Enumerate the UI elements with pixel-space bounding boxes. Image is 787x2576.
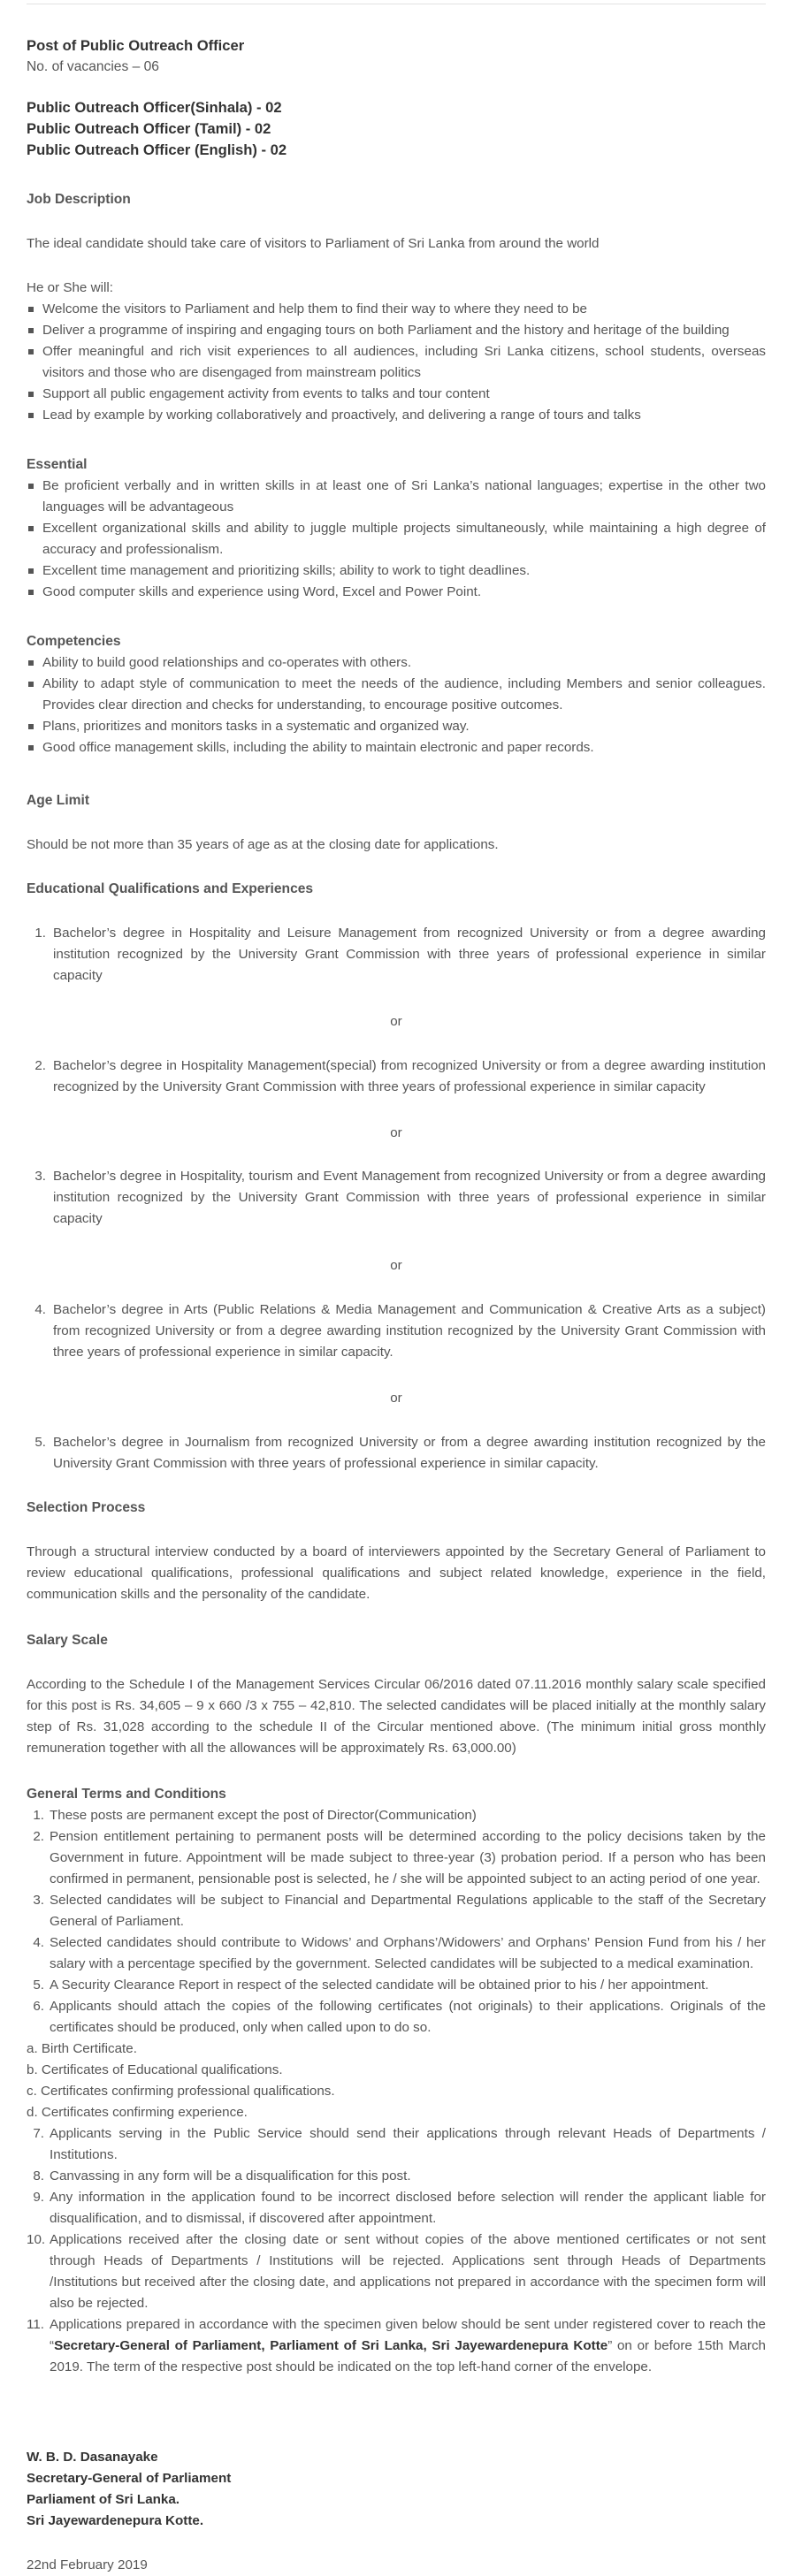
essential-heading: Essential xyxy=(27,457,88,472)
competencies-list xyxy=(27,652,766,758)
term-text-post: ” on or before 15th March 2019. The term of the respective post should be indicated on the top left-hand corner of the envelope. xyxy=(50,2338,767,2374)
list-item xyxy=(27,2314,766,2378)
vacancy-count: No. of vacancies – 06 xyxy=(27,59,159,74)
list-item: Excellent organizational skills and ability to juggle multiple projects simultaneously, while maintaining a high degree of accuracy and professionalism. xyxy=(27,518,766,560)
term-text: Selected candidates will be subject to Financial and Departmental Regulations applicable to the staff of the Secretary General of Parliament. xyxy=(50,1893,766,1929)
certificate-list xyxy=(27,2039,766,2123)
signatory-title: Secretary-General of Parliament xyxy=(27,2471,232,2486)
term-number: 7. xyxy=(33,2126,44,2141)
age-limit-text: Should be not more than 35 years of age as at the closing date for applications. xyxy=(27,837,499,852)
list-item xyxy=(27,2166,766,2187)
term-text: Applicants serving in the Public Service should send their applications through relevant Heads of Departments / Institutions. xyxy=(50,2126,766,2162)
signatory-name: W. B. D. Dasanayake xyxy=(27,2450,158,2465)
or-separator: or xyxy=(390,1258,402,1273)
term-number: 4. xyxy=(33,1935,44,1950)
term-number: 8. xyxy=(33,2168,44,2184)
positions-list xyxy=(27,97,766,161)
job-description-intro: The ideal candidate should take care of visitors to Parliament of Sri Lanka from around the world xyxy=(27,236,600,251)
qualification-number: 2. xyxy=(34,1058,46,1073)
position-tamil: Public Outreach Officer (Tamil) - 02 xyxy=(27,120,271,137)
term-number: 2. xyxy=(33,1829,44,1844)
job-description-lead: He or She will: xyxy=(27,280,113,295)
qualification-item xyxy=(27,1299,766,1363)
submission-address: Secretary-General of Parliament, Parliament of Sri Lanka, Sri Jayewardenepura Kotte xyxy=(54,2338,608,2353)
list-item xyxy=(27,1975,766,1996)
list-item xyxy=(27,1805,766,1826)
term-text: Applications received after the closing date or sent without copies of the above mentioned certificates or not sent through Heads of Departments / Institutions will be rejected. Applications sent through Heads of Departments /Institutions but received after the closing date, and applications not prepared in accordance with the specimen form will also be rejected. xyxy=(50,2232,766,2311)
selection-heading: Selection Process xyxy=(27,1500,146,1515)
list-item: Lead by example by working collaboratively and proactively, and delivering a range of tours and talks xyxy=(27,405,766,426)
salary-heading: Salary Scale xyxy=(27,1633,108,1648)
list-item xyxy=(27,1932,766,1975)
job-duties-list xyxy=(27,299,766,426)
qualification-text: Bachelor’s degree in Hospitality Management(special) from recognized University or from a degree awarding institution recognized by the University Grant Commission with three years of professional experience in similar capacity xyxy=(53,1058,766,1094)
term-text: Any information in the application found to be incorrect disclosed before selection will render the applicant liable for disqualification, and to dismissal, if discovered after appointment. xyxy=(50,2190,766,2226)
list-item xyxy=(27,2187,766,2229)
term-text: Pension entitlement pertaining to permanent posts will be determined according to the policy decisions taken by the Government in future. Appointment will be made subject to three-year (3) probation period. If a person who has been confirmed in permanent, pensionable post is selected, he / she will be appointed subject to an acting period of one year. xyxy=(50,1829,766,1886)
qualification-text: Bachelor’s degree in Journalism from recognized University or from a degree awarding institution recognized by the University Grant Commission with three years of professional experience in similar capacity. xyxy=(53,1435,766,1471)
term-text-pre: Applications prepared in accordance with the specimen given below should be sent under registered cover to reach the “ xyxy=(50,2317,766,2353)
job-description-heading: Job Description xyxy=(27,192,131,207)
position-sinhala: Public Outreach Officer(Sinhala) - 02 xyxy=(27,99,282,116)
list-item xyxy=(27,2229,766,2314)
list-item: Be proficient verbally and in written skills in at least one of Sri Lanka’s national languages; expertise in the other two languages will be advantageous xyxy=(27,476,766,518)
or-separator: or xyxy=(390,1014,402,1029)
qualification-item xyxy=(27,1166,766,1230)
or-separator: or xyxy=(390,1391,402,1406)
age-limit-heading: Age Limit xyxy=(27,793,90,808)
list-item: Deliver a programme of inspiring and engaging tours on both Parliament and the history and heritage of the building xyxy=(27,320,766,341)
list-item: Ability to adapt style of communication to meet the needs of the audience, including Members and senior colleagues. Provides clear direction and checks for understanding, to encourage positive outcomes. xyxy=(27,674,766,716)
list-item: Good office management skills, including the ability to maintain electronic and paper records. xyxy=(27,737,766,758)
list-item: c. Certificates confirming professional qualifications. xyxy=(27,2084,335,2099)
term-text: Selected candidates should contribute to Widows’ and Orphans’/Widowers’ and Orphans’ Pension Fund from his / her salary with a percentage specified by the government. Selected candidates will be subjected to a medical examination. xyxy=(50,1935,766,1971)
term-number: 9. xyxy=(33,2190,44,2205)
qualification-item xyxy=(27,1056,766,1098)
qualification-text: Bachelor’s degree in Arts (Public Relations & Media Management and Communication & Creative Arts as a subject) from recognized University or from a degree awarding institution recognized by the University Grant Commission with three years of professional experience in similar capacity. xyxy=(53,1302,766,1360)
terms-list xyxy=(27,1805,766,2378)
list-item xyxy=(27,1826,766,1890)
signature-block xyxy=(27,2447,766,2532)
post-header xyxy=(27,35,766,78)
qualifications-heading: Educational Qualifications and Experiences xyxy=(27,881,314,896)
terms-heading: General Terms and Conditions xyxy=(27,1787,226,1802)
term-text: These posts are permanent except the post of Director(Communication) xyxy=(50,1808,477,1823)
post-title: Post of Public Outreach Officer xyxy=(27,37,245,54)
list-item: d. Certificates confirming experience. xyxy=(27,2105,248,2120)
term-number: 11. xyxy=(27,2317,44,2332)
position-english: Public Outreach Officer (English) - 02 xyxy=(27,141,287,158)
qualification-item xyxy=(27,923,766,987)
qualification-text: Bachelor’s degree in Hospitality and Leisure Management from recognized University or from a degree awarding institution recognized by the University Grant Commission with three years of professional experience in similar capacity xyxy=(53,926,766,983)
term-number: 6. xyxy=(33,1999,44,2014)
list-item: Support all public engagement activity from events to talks and tour content xyxy=(27,384,766,405)
list-item xyxy=(27,2123,766,2166)
list-item xyxy=(27,1890,766,1932)
list-item: Welcome the visitors to Parliament and help them to find their way to where they need to be xyxy=(27,299,766,320)
term-number: 1. xyxy=(33,1808,44,1823)
qualification-text: Bachelor’s degree in Hospitality, tourism and Event Management from recognized University or from a degree awarding institution recognized by the University Grant Commission with three years of professional experience in similar capacity xyxy=(53,1169,766,1226)
term-number: 3. xyxy=(33,1893,44,1908)
qualification-number: 3. xyxy=(34,1169,46,1184)
term-number: 5. xyxy=(33,1978,44,1993)
competencies-heading: Competencies xyxy=(27,634,121,649)
qualification-item xyxy=(27,1432,766,1475)
qualification-number: 1. xyxy=(34,926,46,941)
term-text: Applicants should attach the copies of the following certificates (not originals) to their applications. Originals of the certificates should be produced, only when called upon to do so. xyxy=(50,1999,766,2035)
essential-list xyxy=(27,476,766,603)
term-text: A Security Clearance Report in respect of the selected candidate will be obtained prior to his / her appointment. xyxy=(50,1978,709,1993)
list-item: Offer meaningful and rich visit experiences to all audiences, including Sri Lanka citizens, school students, overseas visitors and those who are disengaged from mainstream politics xyxy=(27,341,766,384)
document-date: 22nd February 2019 xyxy=(27,2557,148,2572)
list-item: Plans, prioritizes and monitors tasks in a systematic and organized way. xyxy=(27,716,766,737)
selection-text: Through a structural interview conducted by a board of interviewers appointed by the Secretary General of Parliament to review educational qualifications, professional qualifications and subject related knowledge, experience in the field, communication skills and the personality of the candidate. xyxy=(27,1544,766,1602)
qualification-number: 4. xyxy=(34,1302,46,1317)
term-text: Canvassing in any form will be a disqualification for this post. xyxy=(50,2168,411,2184)
list-item xyxy=(27,1996,766,2039)
term-number: 10. xyxy=(27,2232,46,2247)
list-item: Good computer skills and experience using Word, Excel and Power Point. xyxy=(27,582,766,603)
list-item: Ability to build good relationships and co-operates with others. xyxy=(27,652,766,674)
signatory-place: Sri Jayewardenepura Kotte. xyxy=(27,2513,204,2528)
signatory-org: Parliament of Sri Lanka. xyxy=(27,2492,180,2507)
qualification-number: 5. xyxy=(34,1435,46,1450)
term-text xyxy=(50,2314,766,2378)
list-item: b. Certificates of Educational qualifications. xyxy=(27,2062,283,2077)
salary-text: According to the Schedule I of the Management Services Circular 06/2016 dated 07.11.2016 monthly salary scale specified for this post is Rs. 34,605 – 9 x 660 /3 x 755 – 42,810. The selected candidates will be placed initially at the monthly salary step of Rs. 31,028 according to the schedule II of the Circular mentioned above. (The minimum initial gross monthly remuneration together with all the allowances will be approximately Rs. 63,000.00) xyxy=(27,1677,766,1756)
or-separator: or xyxy=(390,1125,402,1140)
list-item: a. Birth Certificate. xyxy=(27,2041,137,2056)
list-item: Excellent time management and prioritizing skills; ability to work to tight deadlines. xyxy=(27,560,766,582)
